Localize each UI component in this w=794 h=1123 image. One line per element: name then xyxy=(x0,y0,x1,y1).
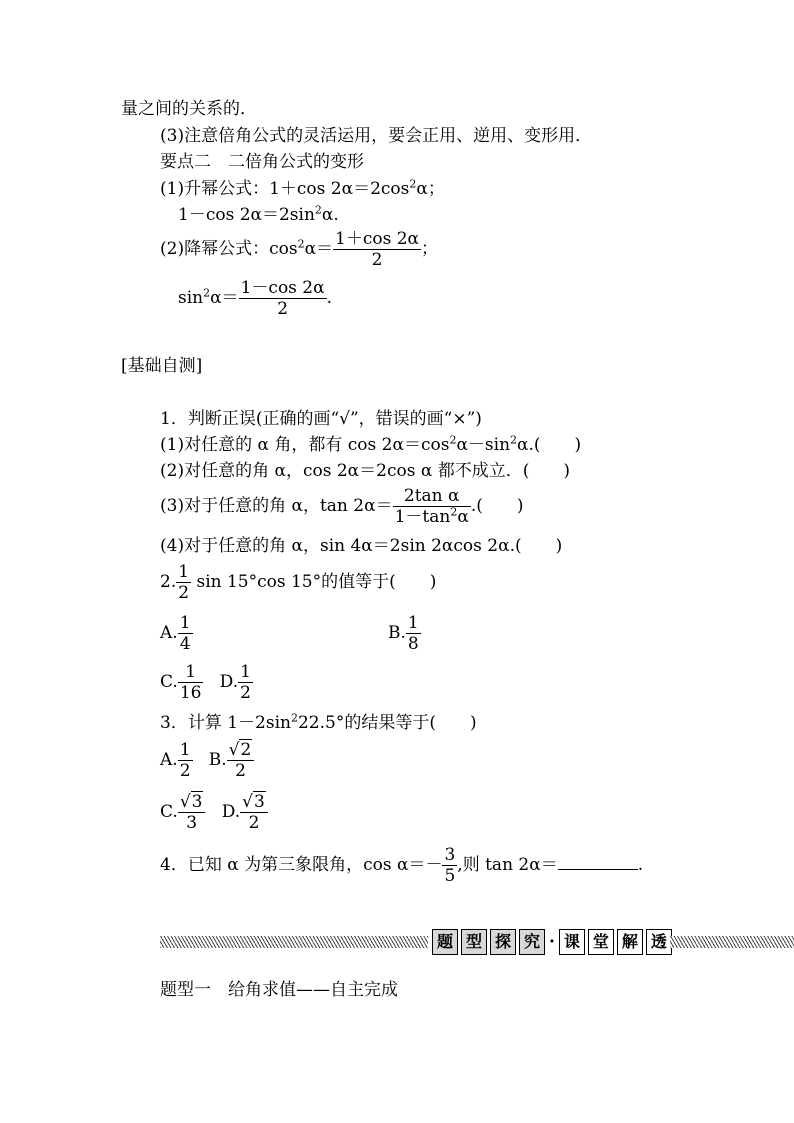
sqrt: √3 xyxy=(242,792,265,812)
option-b: B. $\frac{1}{8}$ xyxy=(388,613,419,654)
text-line: (3)注意倍角公式的灵活运用，要会正用、逆用、变形用． xyxy=(160,126,593,146)
banner-char: 课 xyxy=(559,929,585,955)
banner-char: 探 xyxy=(490,929,516,955)
question-2: 2. $\frac{1}{2}$ sin 15°cos 15°的值等于( ) xyxy=(160,562,437,603)
banner-boxes xyxy=(432,928,675,956)
subheading: 要点二 二倍角公式的变形 xyxy=(160,152,364,172)
question-1-2: (2)对任意的角 α，cos 2α＝2cos α 都不成立．( ) xyxy=(160,461,570,481)
fraction: $\frac{√3}{3}$ xyxy=(178,792,206,833)
section-label: [基础自测] xyxy=(121,356,203,376)
fraction: $\frac{1}{2}$ xyxy=(240,662,251,703)
formula-line: (2)降幂公式：$\cos^2\alpha=$ $\frac{1+\cos 2\alpha}{2}$ ； xyxy=(160,229,439,270)
stripe-right xyxy=(670,936,794,948)
fraction: $\frac{1}{4}$ xyxy=(179,613,191,654)
fraction: $\frac{√2}{2}$ xyxy=(227,740,255,781)
section-banner xyxy=(160,928,794,956)
formula-line: $\sin^2\alpha=$ $\frac{1-\cos 2\alpha}{2}$ . xyxy=(178,278,333,319)
option-c-d: C. $\frac{√3}{3}$ D. $\frac{√3}{2}$ xyxy=(160,792,268,833)
fraction: $\frac{1}{2}$ xyxy=(178,562,190,603)
sqrt: √3 xyxy=(179,792,203,812)
option-c-d: C. $\frac{1}{16}$ D. $\frac{1}{2}$ xyxy=(160,662,251,703)
fraction: $\frac{√3}{2}$ xyxy=(240,792,268,833)
fraction: $\frac{1+\cos 2\alpha}{2}$ xyxy=(335,229,420,270)
question-1-1: (1)对任意的 α 角，都有 $\cos 2\alpha=\cos^2\alpha-\sin^2\alpha$.( ) xyxy=(160,433,582,455)
question-3: 3．计算 $1-2\sin^222.5^\circ$的结果等于( ) xyxy=(160,711,477,733)
banner-char: 堂 xyxy=(588,929,614,955)
option-a-b: A. $\frac{1}{2}$ B. $\frac{√2}{2}$ xyxy=(160,740,254,781)
stripe-left xyxy=(160,936,428,948)
fraction: $\frac{1-\cos 2\alpha}{2}$ xyxy=(240,278,325,319)
fraction: $\frac{\text{2tan α}}{1-\tan^2\alpha}$ xyxy=(394,486,469,527)
formula-line: 1－cos $2\alpha=2\sin^2\alpha$. xyxy=(178,203,339,225)
banner-char: 究 xyxy=(519,929,545,955)
fraction: $\frac{1}{16}$ xyxy=(179,662,202,703)
question-4: 4．已知 α 为第三象限角，cos α＝－ $\frac{3}{5}$ ,则 tan 2α＝ . xyxy=(160,845,644,886)
answer-blank[interactable] xyxy=(558,853,638,870)
banner-char: 型 xyxy=(461,929,487,955)
question-1-3: (3)对于任意的角 α，tan 2α＝ $\frac{\text{2tan α}}{1-\tan^2\alpha}$ .( ) xyxy=(160,486,524,527)
banner-char: 解 xyxy=(617,929,643,955)
text-line: 量之间的关系的． xyxy=(121,99,257,119)
fraction: $\frac{1}{8}$ xyxy=(407,613,419,654)
question-1: 1．判断正误(正确的画“√”，错误的画“×”) xyxy=(160,409,482,429)
banner-char: 题 xyxy=(432,929,458,955)
sqrt: √2 xyxy=(228,740,252,760)
banner-separator: · xyxy=(549,932,555,952)
question-1-4: (4)对于任意的角 α，sin 4α＝2sin 2αcos 2α.( ) xyxy=(160,536,563,556)
footer-heading: 题型一 给角求值——自主完成 xyxy=(160,980,398,1000)
option-a: A. $\frac{1}{4}$ xyxy=(160,613,191,654)
fraction: $\frac{3}{5}$ xyxy=(444,845,456,886)
banner-char: 透 xyxy=(646,929,672,955)
fraction: $\frac{1}{2}$ xyxy=(179,740,191,781)
formula-line: (1)升幂公式：1＋cos $2\alpha=2\cos^2\alpha$； xyxy=(160,177,445,199)
